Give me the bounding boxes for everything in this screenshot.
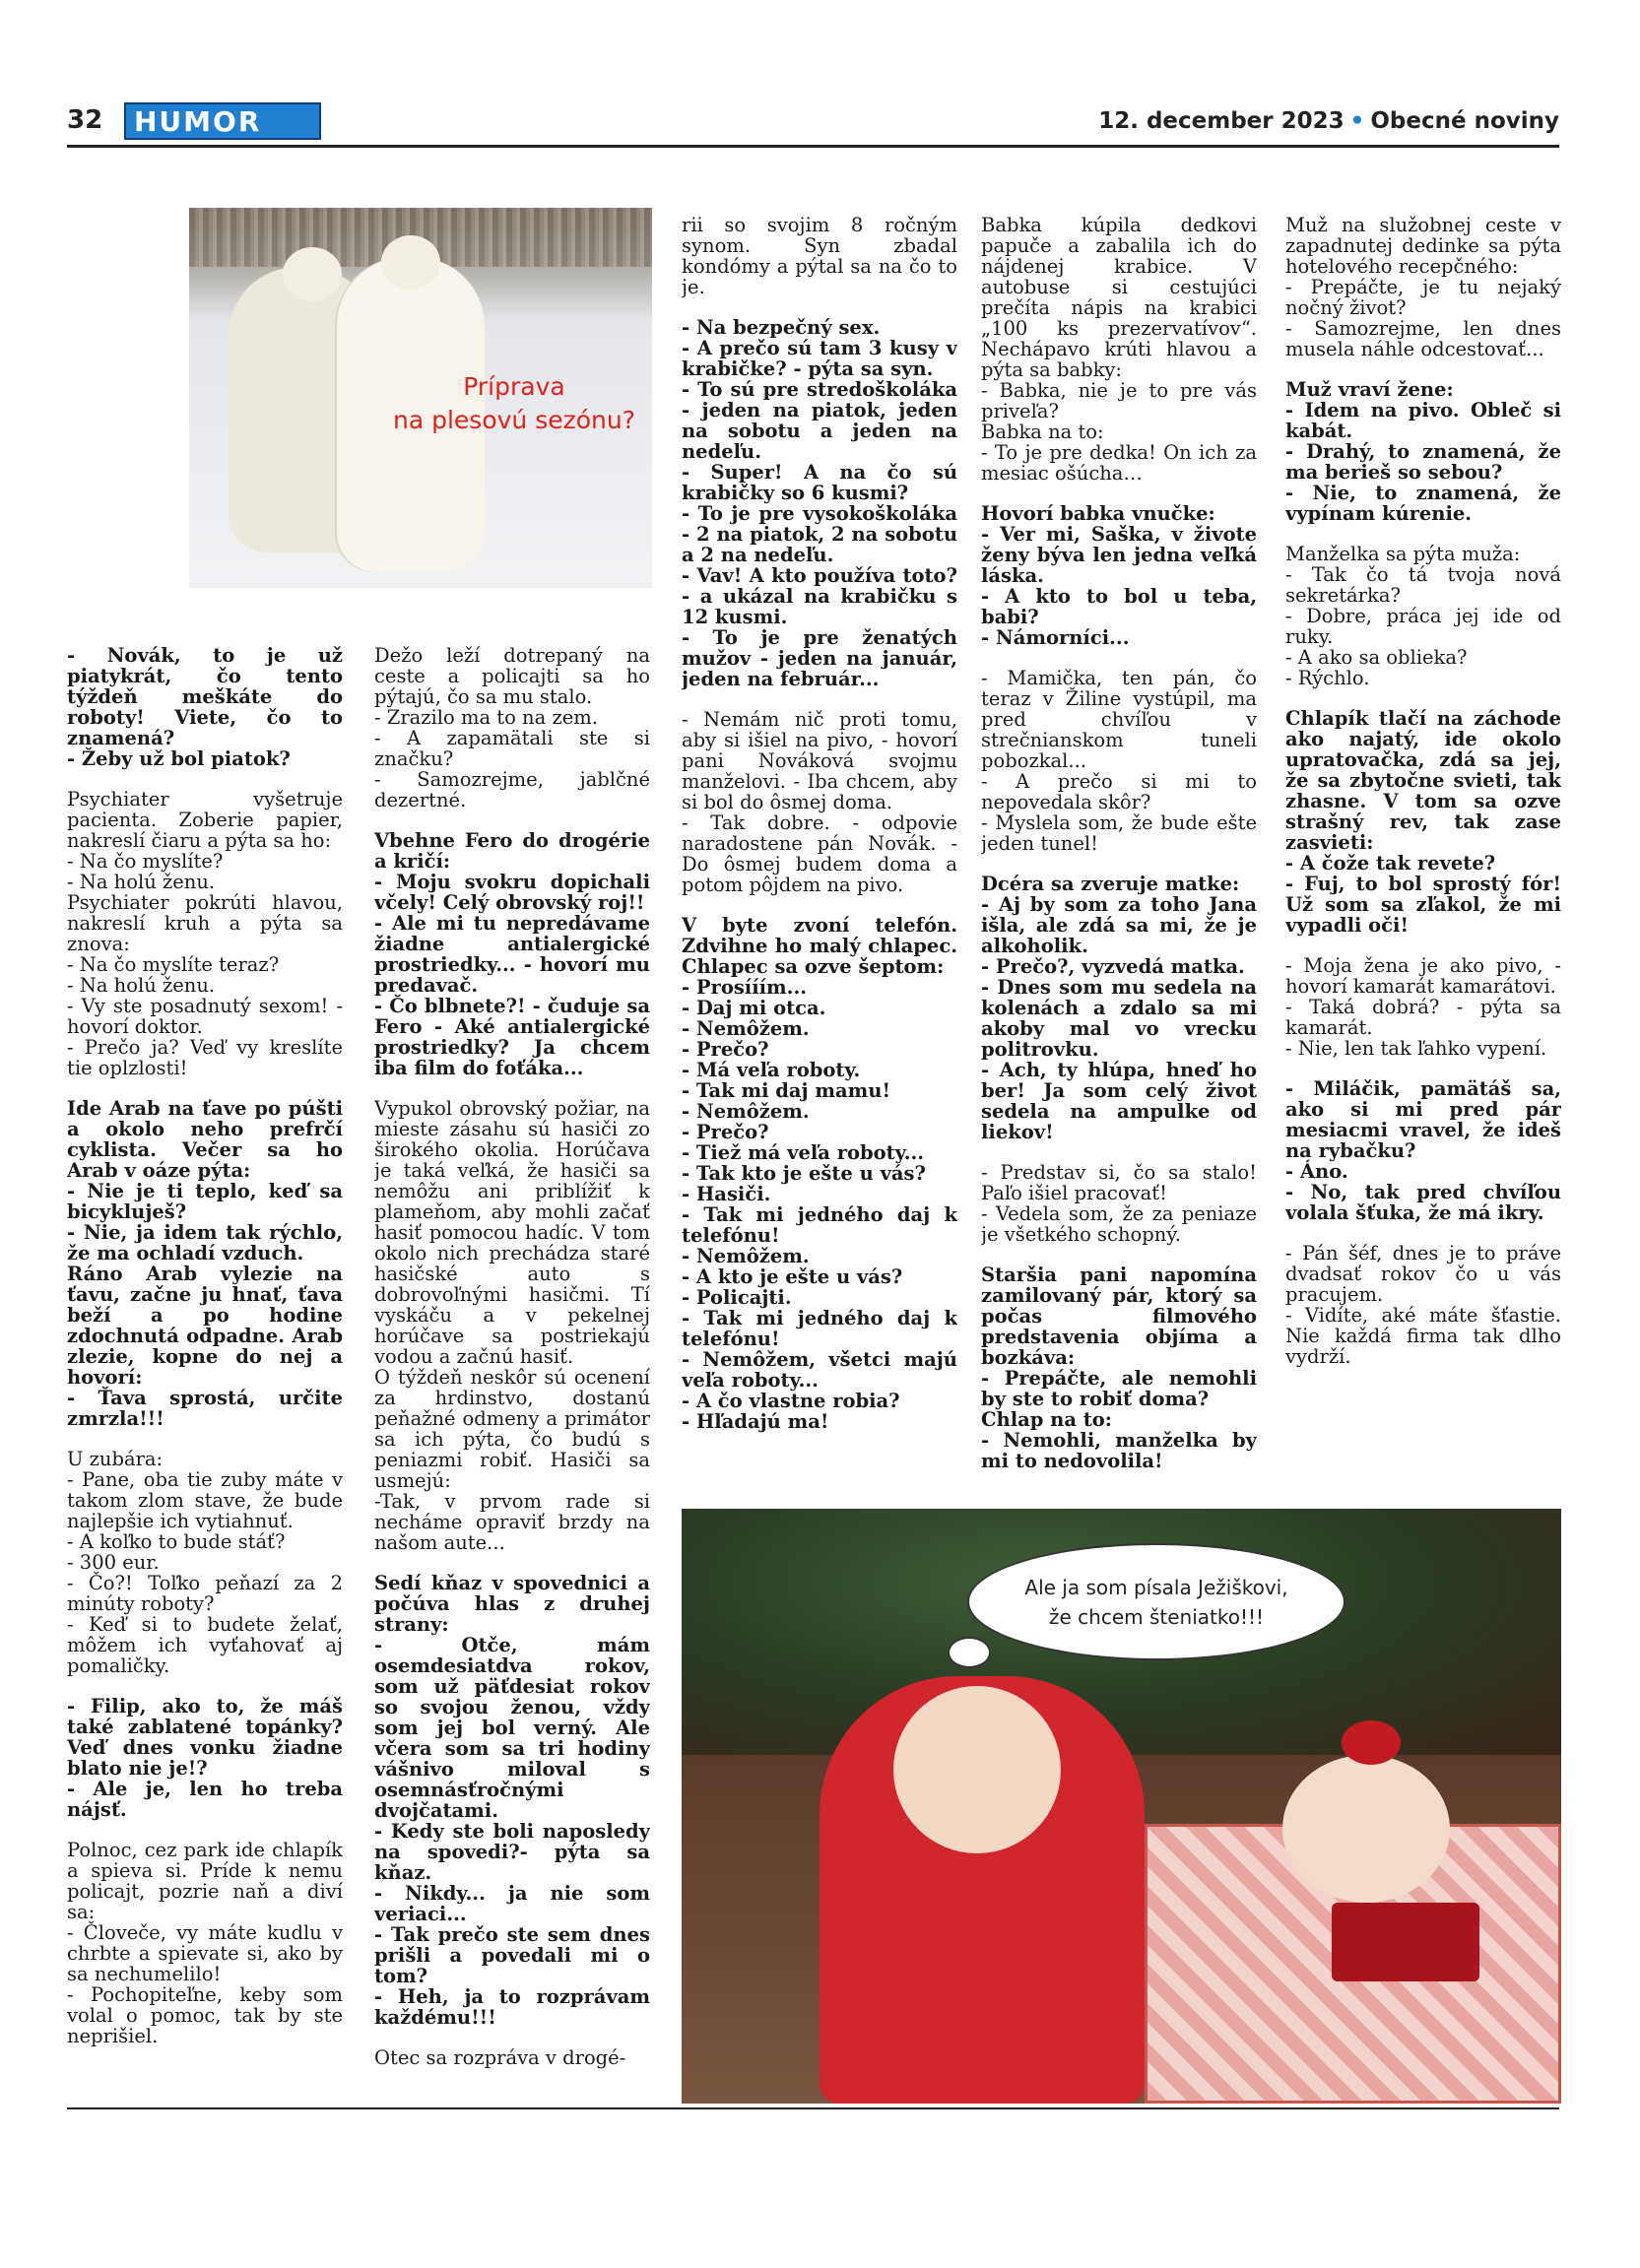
page-number: 32 [67,105,103,135]
joke-paragraph: rii so svojim 8 ročným synom. Syn zbadal kondómy a pýtal sa na čo to je. [682,215,957,298]
joke-paragraph: Babka kúpila dedkovi papuče a zabalila ich do nájdenej krabice. V autobuse si cestujúci prečíta nápis na krabici „100 ks prezervatívov“. Nechápavo krúti hlavou a pýta sa babky: - Babka, nie je to pre vás priveľa? Babka na to: - To je pre dedka! On ich za mesiac ošúcha… [981,215,1257,485]
christmas-kids-photo [682,1509,1561,2104]
joke-paragraph: Polnoc, cez park ide chlapík a spieva si. Príde k nemu policajt, pozrie naň a diví sa: - Človeče, vy máte kudlu v chrbte a spievate si, ako by sa nechumelilo! - Pochopiteľne, keby som volal o pomoc, tak by ste neprišiel. [67,1839,343,2047]
page-header [67,102,1559,144]
joke-paragraph: V byte zvoní telefón. Zdvihne ho malý chlapec. Chlapec sa ozve šeptom: - Prosííím... - Daj mi otca. - Nemôžem. - Prečo? - Má veľa roboty. - Tak mi daj mamu! - Nemôžem. - Prečo? - Tiež má veľa roboty... - Tak kto je ešte u vás? - Hasiči. - Tak mi jedného daj k telefónu! - Nemôžem. - A kto je ešte u vás? - Policajti. - Tak mi jedného daj k telefónu! - Nemôžem, všetci majú veľa roboty... - A čo vlastne robia? - Hľadajú ma! [682,914,957,1433]
caption-line: Príprava [463,372,565,401]
bubble-line: Ale ja som písala Ježiškovi, [1024,1575,1288,1599]
joke-paragraph: Muž vraví žene: - Idem na pivo. Obleč si kabát. - Drahý, to znamená, že ma berieš so sebou? - Nie, to znamená, že vypínam kúrenie. [1285,378,1561,525]
bubble-line: že chcem šteniatko!!! [1048,1604,1265,1629]
joke-paragraph: Otec sa rozpráva v drogé- [374,2046,626,2069]
issue-date: 12. december 2023 [1098,108,1345,134]
speech-bubble-tail [948,1637,991,1668]
joke-paragraph: - Predstav si, čo sa stalo! Paľo išiel pracovať! - Vedela som, že za peniaze je všetkého schopný. [981,1161,1257,1246]
joke-paragraph: Manželka sa pýta muža: - Tak čo tá tvoja nová sekretárka? - Dobre, práca jej ide od ruky. - A ako sa oblieka? - Rýchlo. [1285,543,1561,689]
text-column-3 [682,215,957,1495]
joke-paragraph: - Novák, to je už piatykrát, čo tento týždeň meškáte do roboty! Viete, čo to znamená? - Žeby už bol piatok? [67,645,343,770]
joke-paragraph: - Miláčik, pamätáš sa, ako si mi pred pár mesiacmi vravel, že ideš na rybačku? - Áno. - No, tak pred chvíľou volala šťuka, že má ikry. [1285,1077,1561,1224]
joke-paragraph: Sedí kňaz v spovednici a počúva hlas z druhej strany: - Otče, mám osemdesiatdva rokov, som už päťdesiat rokov so svojou ženou, vždy som jej bol verný. Ale včera som sa tri hodiny vášnivo miloval s osemnásťročnými dvojčatami. - Kedy ste boli naposledy na spovedi?- pýta sa kňaz. - Nikdy... ja nie som veriaci... - Tak prečo ste sem dnes prišli a povedali mi o tom? - Heh, ja to rozprávam každému!!! [374,1572,650,2029]
joke-paragraph: - Filip, ako to, že máš také zablatené topánky? Veď dnes vonku žiadne blato nie je!? - Ale je, len ho treba nájsť. [67,1695,343,1821]
text-column-5 [1285,215,1561,1495]
photo-caption [386,370,642,437]
text-column-1 [67,645,343,2073]
joke-paragraph: - Pán šéf, dnes je to práve dvadsať rokov čo u vás pracujem. - Vidíte, aké máte šťastie. Nie každá firma tak dlho vydrží. [1285,1242,1561,1368]
gift-bow [1342,1720,1401,1765]
footer-rule [67,2107,1559,2109]
joke-paragraph: Dežo leží dotrepaný na ceste a policajti sa ho pýtajú, čo sa mu stalo. - Zrazilo ma to na zem. - A zapamätali ste si značku? - Samozrejme, jablčné dezertné. [374,645,650,811]
joke-paragraph: U zubára: - Pane, oba tie zuby máte v takom zlom stave, že bude najlepšie ich vytiahnuť. - A koľko to bude stáť? - 300 eur. - Čo?! Toľko peňazí za 2 minúty roboty? - Keď si to budete želať, môžem ich vyťahovať aj pomaličky. [67,1448,343,1677]
bear-head [283,247,342,301]
joke-paragraph: Hovorí babka vnučke: - Ver mi, Saška, v živote ženy býva len jedna veľká láska. - A kto to bol u teba, babi? - Námorníci... [981,502,1257,649]
red-present [1332,1903,1479,1981]
text-column-4 [981,215,1257,1495]
baby-face [1282,1755,1450,1903]
joke-paragraph: - Moja žena je ako pivo, - hovorí kamarát kamarátovi. - Taká dobrá? - pýta sa kamarát. - Nie, len tak ľahko vypení. [1285,954,1561,1060]
text-column-2 [374,645,650,2073]
joke-paragraph: Chlapík tlačí na záchode ako najatý, ide okolo upratovačka, zdá sa jej, že sa zbytočne svieti, tak zhasne. V tom sa ozve strašný rev, tak zase zasvieti: - A čože tak revete? - Fuj, to bol sprostý fór! Už som sa zľakol, že mi vypadli oči! [1285,707,1561,937]
publication-name: Obecné noviny [1370,108,1559,134]
joke-paragraph: Dcéra sa zveruje matke: - Aj by som za toho Jana išla, ale zdá sa mi, že je alkoholik. - Prečo?, vyzvedá matka. - Dnes som mu sedela na kolenách a zdalo sa mi akoby mal vo vrecku politrovku. - Ach, ty hlúpa, hneď ho ber! Ja som celý život sedela na ampulke od liekov! [981,873,1257,1143]
header-rule [67,145,1559,148]
joke-paragraph: - Mamička, ten pán, čo teraz v Žiline vystúpil, ma pred chvíľou v strečnianskom tuneli pobozkal... - A prečo si mi to nepovedala skôr? - Myslela som, že bude ešte jeden tunel! [981,667,1257,855]
joke-paragraph: Ide Arab na ťave po púšti a okolo neho prefrčí cyklista. Večer sa ho Arab v oáze pýta: - Nie je ti teplo, keď sa bicykluješ? - Nie, ja idem tak rýchlo, že ma ochladí vzduch. Ráno Arab vylezie na ťavu, začne ju hnať, ťava beží a po hodine zdochnutá odpadne. Arab zlezie, kopne do nej a hovorí: - Ťava sprostá, určite zmrzla!!! [67,1097,343,1430]
joke-paragraph: - Na bezpečný sex. - A prečo sú tam 3 kusy v krabičke? - pýta sa syn. - To sú pre stredoškoláka - jeden na piatok, jeden na sobotu a jeden na nedeľu. - Super! A na čo sú krabičky so 6 kusmi? - To je pre vysokoškoláka - 2 na piatok, 2 na sobotu a 2 na nedeľu. - Vav! A kto používa toto? - a ukázal na krabičku s 12 kusmi. - To je pre ženatých mužov - jeden na január, jeden na február... [682,316,957,690]
joke-paragraph: Staršia pani napomína zamilovaný pár, ktorý sa počas filmového predstavenia objíma a bozkáva: - Prepáčte, ale nemohli by ste to robiť doma? Chlap na to: - Nemohli, manželka by mi to nedovolila! [981,1264,1257,1472]
joke-paragraph: Vypukol obrovský požiar, na mieste zásahu sú hasiči zo širokého okolia. Horúčava je taká veľká, že hasiči sa nemôžu ani priblížiť k plameňom, aby mohli začať hasiť pomocou hadíc. V tom okolo nich prechádza staré hasičské auto s dobrovoľnými hasičmi. Tí vyskáču a v pekelnej horúčave sa postriekajú vodou a začnú hasiť. O týždeň neskôr sú ocenení za hrdinstvo, dostanú peňažné odmeny a primátor sa ich pýta, čo budú s peniazmi robiť. Hasiči sa usmejú: -Tak, v prvom rade si necháme opraviť brzdy na našom aute... [374,1097,650,1554]
caption-line: na plesovú sezónu? [393,406,635,434]
bear-head [381,235,440,290]
separator-bullet: • [1349,108,1365,134]
joke-paragraph: Vbehne Fero do drogérie a kričí: - Moju svokru dopichali včely! Celý obrovský roj!! - Ale mi tu nepredávame žiadne antialergické prostriedky... - hovorí mu predavač. - Čo blbnete?! - čuduje sa Fero - Aké antialergické prostriedky? Ja chcem iba film do foťáka... [374,829,650,1079]
joke-paragraph: Psychiater vyšetruje pacienta. Zoberie papier, nakreslí čiaru a pýta sa ho: - Na čo myslíte? - Na holú ženu. Psychiater pokrúti hlavou, nakreslí kruh a pýta sa znova: - Na čo myslíte teraz? - Na holú ženu. - Vy ste posadnutý sexom! - hovorí doktor. - Prečo ja? Veď vy kreslíte tie oplzlosti! [67,788,343,1079]
speech-bubble [967,1543,1345,1660]
girl-face [893,1686,1061,1853]
joke-paragraph: Muž na služobnej ceste v zapadnutej dedinke sa pýta hotelového recepčného: - Prepáčte, je tu nejaký nočný život? - Samozrejme, len dnes musela náhle odcestovať... [1285,215,1561,360]
joke-paragraph: - Nemám nič proti tomu, aby si išiel na pivo, - hovorí pani Nováková svojmu manželovi. - Iba chcem, aby si bol do ôsmej doma. - Tak dobre. - odpovie naradostene pán Novák. - Do ôsmej budem doma a potom pôjdem na pivo. [682,708,957,896]
section-label: HUMOR [124,102,321,140]
issue-info [1098,108,1559,134]
polar-bears-photo [189,208,652,588]
